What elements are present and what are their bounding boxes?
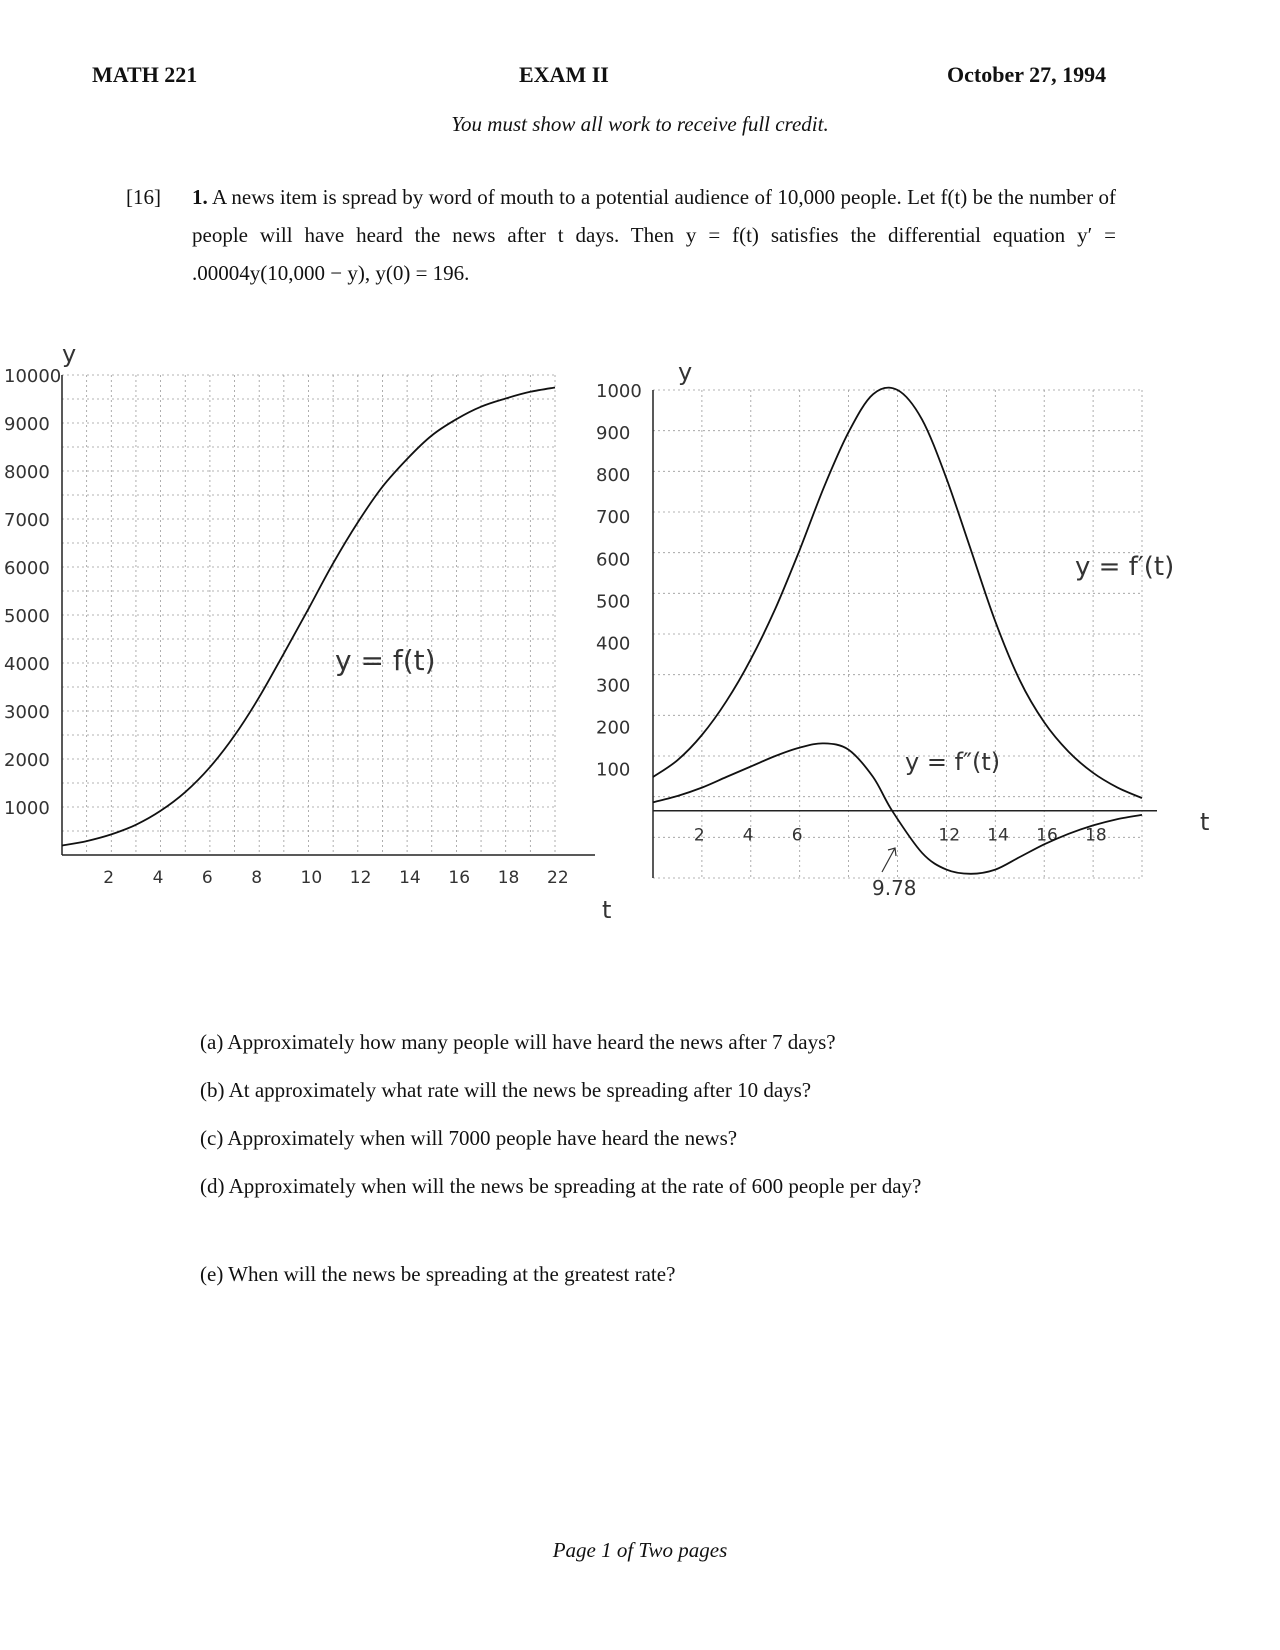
graph-fprime-x-axis-label: t xyxy=(1200,808,1210,836)
x-tick-label: 8 xyxy=(251,868,263,888)
x-tick-label: 14 xyxy=(399,868,421,888)
y-tick-label: 400 xyxy=(596,633,631,655)
x-tick-label: 12 xyxy=(349,868,372,888)
problem-statement xyxy=(192,178,1116,292)
y-tick-label: 300 xyxy=(596,675,631,697)
graph-fdoubleprime-curve xyxy=(653,743,1142,873)
x-tick-label: 16 xyxy=(448,868,471,888)
x-tick-label: 4 xyxy=(742,825,754,846)
question-e: (e) When will the news be spreading at the greatest rate? xyxy=(200,1262,676,1286)
y-tick-label: 1000 xyxy=(4,798,50,819)
graph-f-curve-label: y = f(t) xyxy=(335,644,436,677)
y-tick-label: 9000 xyxy=(4,414,50,435)
x-tick-label: 12 xyxy=(938,825,961,846)
graph-f xyxy=(0,340,640,940)
x-tick-label: 22 xyxy=(547,868,569,888)
x-tick-label: 16 xyxy=(1036,825,1058,846)
graph-f-x-axis-label: t xyxy=(602,896,612,924)
graph-f-x-ticks xyxy=(103,868,568,888)
x-tick-label: 14 xyxy=(987,825,1009,846)
x-tick-label: 18 xyxy=(1085,825,1107,846)
y-tick-label: 4000 xyxy=(4,654,50,675)
question-c: (c) Approximately when will 7000 people have heard the news? xyxy=(200,1126,738,1150)
y-tick-label: 100 xyxy=(596,759,631,781)
y-tick-label: 700 xyxy=(596,507,631,529)
problem-number: 1. xyxy=(192,185,208,209)
y-tick-label: 5000 xyxy=(4,606,50,627)
x-tick-label: 2 xyxy=(693,825,705,846)
graph-fprime-y-axis-label: y xyxy=(678,358,693,386)
y-tick-label: 500 xyxy=(596,591,631,613)
y-tick-label: 6000 xyxy=(4,558,50,579)
x-tick-label: 6 xyxy=(201,868,213,888)
y-tick-label: 200 xyxy=(596,717,631,739)
problem-points: [16] xyxy=(126,185,161,209)
graph-fprime xyxy=(596,358,1230,930)
question-d: (d) Approximately when will the news be spreading at the rate of 600 people per day? xyxy=(200,1174,922,1198)
y-tick-label: 1000 xyxy=(596,381,642,402)
graph-fprime-annotation: 9.78 xyxy=(872,876,917,900)
course-title: MATH 221 xyxy=(92,62,198,87)
exam-title: EXAM II xyxy=(519,62,609,87)
page-footer: Page 1 of Two pages xyxy=(552,1538,728,1562)
graph-f-y-ticks xyxy=(4,366,61,819)
y-tick-label: 600 xyxy=(596,549,631,571)
exam-date: October 27, 1994 xyxy=(947,62,1107,87)
problem-text: A news item is spread by word of mouth to a potential audience of 10,000 people. Let f(t) be the number of people will have heard the news after t days. Then y = f(t) satisfies the differential equation y′ = .00004y(10,000 − y), y(0) = 196. xyxy=(192,185,1116,285)
y-tick-label: 3000 xyxy=(4,702,50,723)
x-tick-label: 18 xyxy=(497,868,520,888)
x-tick-label: 2 xyxy=(103,868,115,888)
x-tick-label: 4 xyxy=(152,868,164,888)
x-tick-label: 10 xyxy=(300,868,323,888)
y-tick-label: 8000 xyxy=(4,462,50,483)
y-tick-label: 10000 xyxy=(4,366,62,387)
graph-f-y-axis-label: y xyxy=(62,340,77,368)
y-tick-label: 7000 xyxy=(4,510,50,531)
instructions: You must show all work to receive full credit. xyxy=(451,112,829,136)
graph-fprime-curve-label: y = f′(t) xyxy=(1075,552,1175,582)
question-b: (b) At approximately what rate will the news be spreading after 10 days? xyxy=(200,1078,812,1102)
annotation-arrow xyxy=(882,848,896,872)
y-tick-label: 900 xyxy=(596,423,631,445)
x-tick-label: 6 xyxy=(791,825,803,846)
y-tick-label: 800 xyxy=(596,465,631,487)
question-a: (a) Approximately how many people will have heard the news after 7 days? xyxy=(200,1030,836,1054)
y-tick-label: 2000 xyxy=(4,750,50,771)
graph-fprime-x-ticks xyxy=(694,826,1107,846)
graph-fprime-grid xyxy=(653,390,1142,878)
graph-f-grid xyxy=(62,375,555,855)
graph-fdoubleprime-curve-label: y = f″(t) xyxy=(905,748,1001,776)
